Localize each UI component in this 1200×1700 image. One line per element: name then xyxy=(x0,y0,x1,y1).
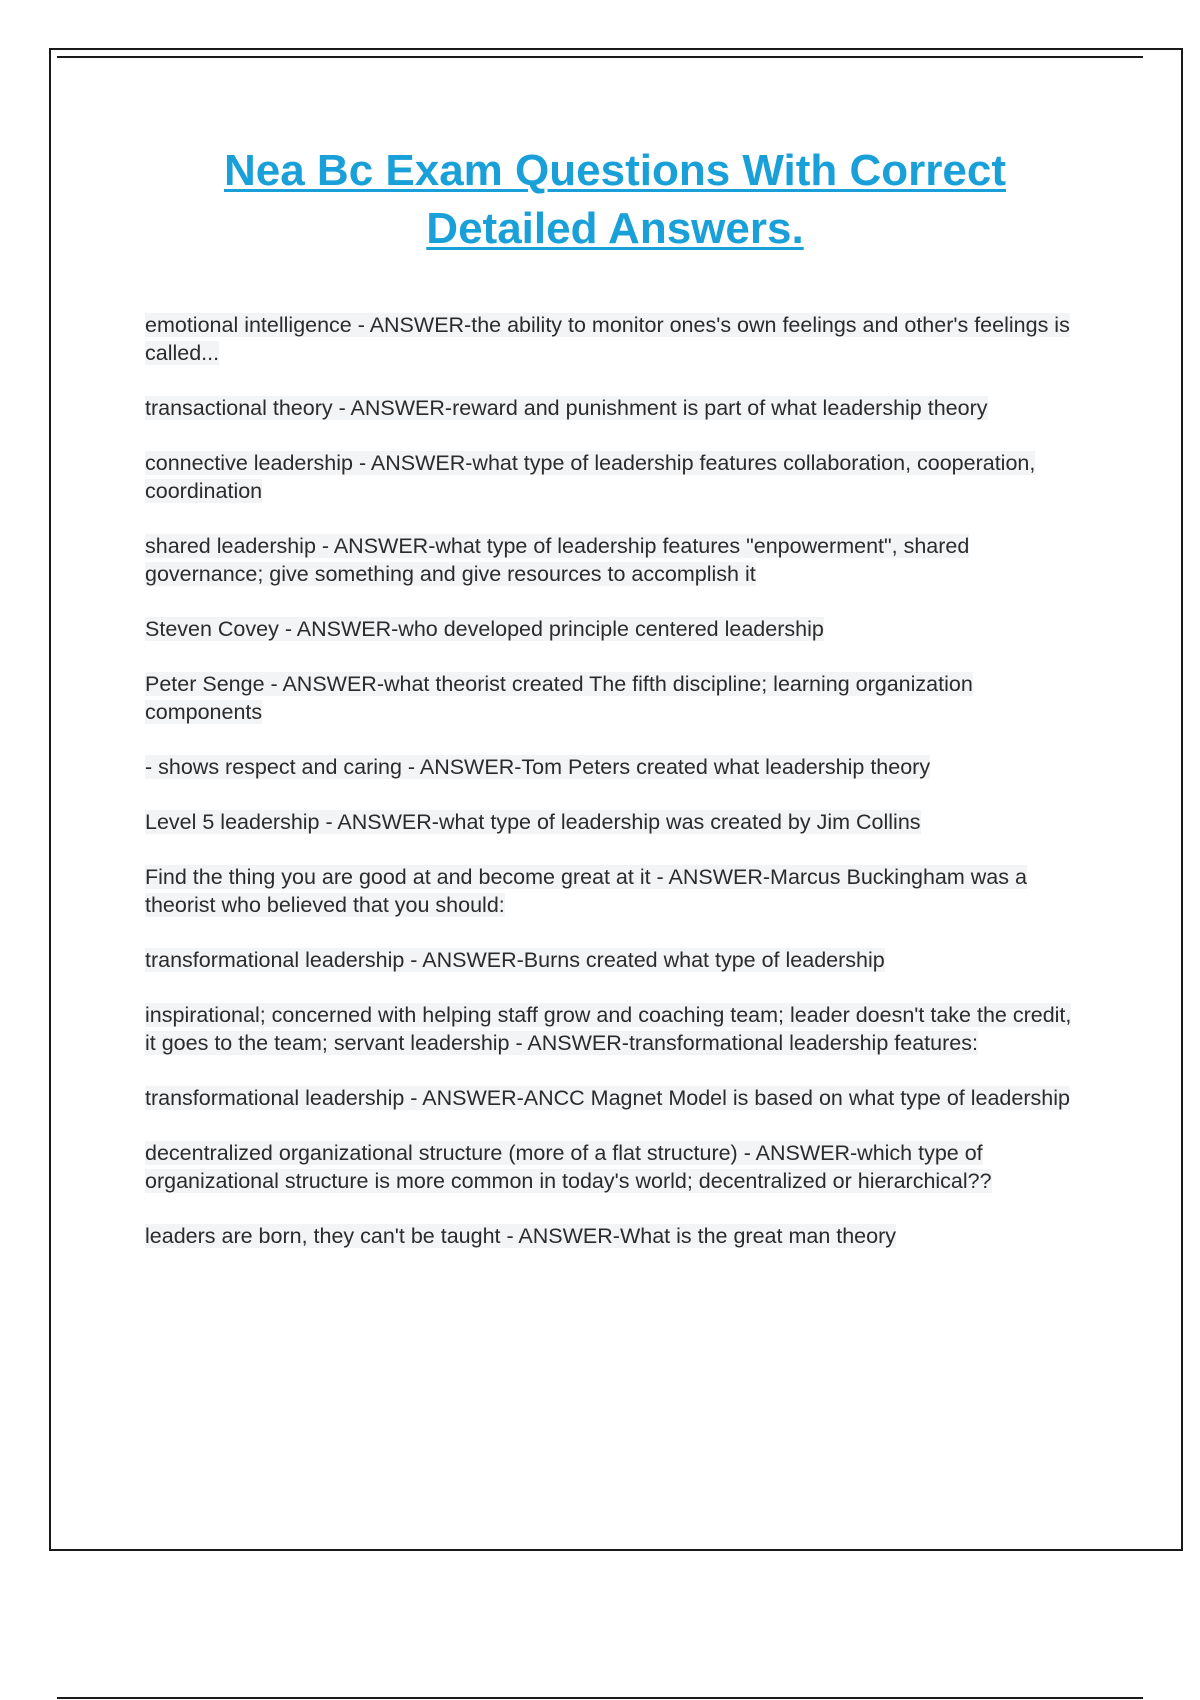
qa-entry-text: leaders are born, they can't be taught - ANSWER-What is the great man theory xyxy=(145,1224,896,1248)
qa-entry xyxy=(145,1139,1085,1195)
qa-entry-text: Level 5 leadership - ANSWER-what type of leadership was created by Jim Collins xyxy=(145,810,921,834)
qa-entry xyxy=(145,670,1085,726)
qa-entry-text: Steven Covey - ANSWER-who developed principle centered leadership xyxy=(145,617,824,641)
qa-entry-text: connective leadership - ANSWER-what type of leadership features collaboration, cooperation, coordination xyxy=(145,451,1036,503)
qa-entry xyxy=(145,863,1085,919)
qa-entry-text: shared leadership - ANSWER-what type of leadership features "enpowerment", shared governance; give something and give resources to accomplish it xyxy=(145,534,970,586)
bottom-rule xyxy=(57,1697,1143,1699)
qa-entry-text: decentralized organizational structure (more of a flat structure) - ANSWER-which type of organizational structure is more common in today's world; decentralized or hierarchical?? xyxy=(145,1141,992,1193)
qa-entry xyxy=(145,449,1085,505)
page-title: Nea Bc Exam Questions With Correct Detailed Answers. xyxy=(223,146,1007,253)
qa-entry-text: transformational leadership - ANSWER-Burns created what type of leadership xyxy=(145,948,885,972)
qa-entry xyxy=(145,532,1085,588)
qa-entry xyxy=(145,1084,1085,1112)
qa-list xyxy=(145,311,1085,1277)
qa-entry-text: transactional theory - ANSWER-reward and punishment is part of what leadership theory xyxy=(145,396,988,420)
qa-entry xyxy=(145,753,1085,781)
qa-entry-text: Peter Senge - ANSWER-what theorist created The fifth discipline; learning organization components xyxy=(145,672,973,724)
qa-entry xyxy=(145,1222,1085,1250)
qa-entry-text: - shows respect and caring - ANSWER-Tom Peters created what leadership theory xyxy=(145,755,931,779)
qa-entry xyxy=(145,394,1085,422)
qa-entry xyxy=(145,311,1085,367)
qa-entry-text: inspirational; concerned with helping staff grow and coaching team; leader doesn't take the credit, it goes to the team; servant leadership - ANSWER-transformational leadership features: xyxy=(145,1003,1072,1055)
qa-entry xyxy=(145,946,1085,974)
qa-entry-text: transformational leadership - ANSWER-ANCC Magnet Model is based on what type of leadership xyxy=(145,1086,1070,1110)
qa-entry xyxy=(145,808,1085,836)
qa-entry-text: emotional intelligence - ANSWER-the ability to monitor ones's own feelings and other's feelings is called... xyxy=(145,313,1070,365)
qa-entry-text: Find the thing you are good at and become great at it - ANSWER-Marcus Buckingham was a theorist who believed that you should: xyxy=(145,865,1027,917)
qa-entry xyxy=(145,615,1085,643)
qa-entry xyxy=(145,1001,1085,1057)
